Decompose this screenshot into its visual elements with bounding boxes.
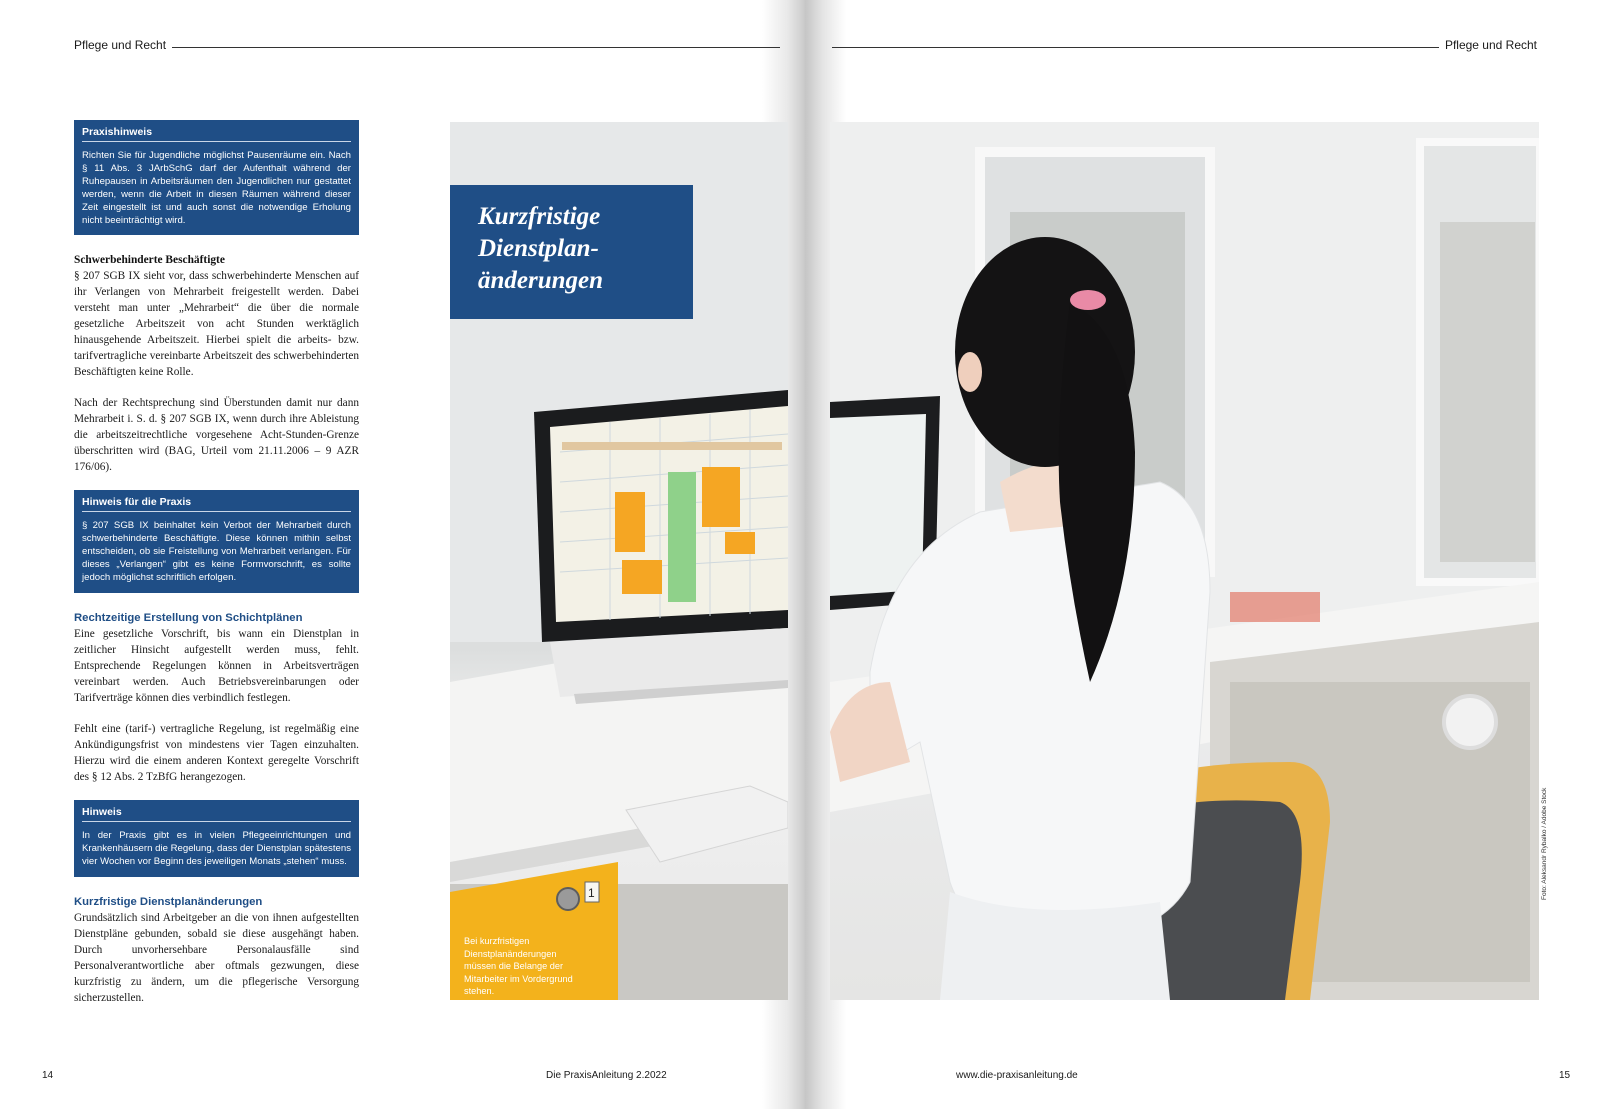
infobox-text: Richten Sie für Jugendliche möglichst Pausenräume ein. Nach § 11 Abs. 3 JArbSchG darf der Aufenthalt während der Ruhepausen in Arbeitsräumen den Jugendlichen nur gestattet werden, wenn die Arbeit in diesen Räumen während dieser Zeit eingestellt ist und auch sonst die notwendige Erholung nicht beeinträchtigt wird. (82, 150, 351, 226)
feature-title-box (450, 185, 693, 319)
body-paragraph: Eine gesetzliche Vorschrift, bis wann ein Dienstplan in zeitlicher Hinsicht aufgestellt werden muss, fehlt. Entsprechende Regelungen können in Arbeitsverträgen vereinbart werden. Auch Betriebsvereinbarungen oder Tarifverträge können dies verbindlich festlegen. (74, 627, 359, 704)
schedule-block-orange (622, 560, 662, 594)
schedule-block-green (668, 472, 696, 602)
office-scene-right (830, 122, 1539, 1000)
body-paragraph: Grundsätzlich sind Arbeitgeber an die von ihnen aufgestellten Dienstpläne gebunden, sobald sie diese ausgehängt haben. Durch unvorhersehbare Personalausfälle sind Personalverantwortliche aber oftmals gezwungen, diese kurzfristig zu ändern, um die pflegerische Versorgung sicherzustellen. (74, 911, 359, 1004)
monitor (534, 390, 788, 704)
section-heading-kurzfristig: Kurzfristige Dienstplanänderungen (74, 895, 263, 908)
infobox-title: Hinweis (82, 806, 351, 822)
schedule-block-orange (725, 532, 755, 554)
body-paragraph: § 207 SGB IX sieht vor, dass schwerbehinderte Menschen auf ihr Verlangen von Mehrarbeit freigestellt werden. Dabei versteht man unter „Mehrarbeit“ die über die normale gesetzliche Arbeitszeit von acht Stunden werktäglich hinausgehende Arbeitszeit. Hierbei spielt die arbeits- bzw. tarifvertragliche vereinbarte Arbeitszeit des schwerbehinderten Beschäftigten keine Rolle. (74, 270, 359, 379)
running-head-right (826, 38, 1537, 52)
header-rule-right (832, 47, 1439, 48)
infobox-hinweis (74, 800, 359, 877)
hair-tie (1070, 290, 1106, 310)
body-paragraph: Nach der Rechtsprechung sind Überstunden damit nur dann Mehrarbeit i. S. d. § 207 SGB IX, wenn durch ihre Ableistung die arbeitszeitrechtliche vorgesehene Acht-Stunden-Grenze überschritten wird (BAG, Urteil vom 21.11.2006 – 9 AZR 176/06). (74, 397, 359, 474)
photo-caption-text: Bei kurzfristigen Dienstplanänderungen müssen die Belange der Mitarbeiter im Vordergrund stehen. (464, 936, 573, 996)
left-text-column (74, 120, 359, 1021)
gear-ornament-icon (1444, 696, 1496, 748)
section-label-right: Pflege und Recht (1444, 38, 1537, 52)
running-head-left (74, 38, 786, 52)
locker-number: 1 (588, 886, 595, 900)
photo-credit: Foto: Aleksandr Rybalko / Adobe Stock (1541, 787, 1548, 900)
photo-right-half (830, 122, 1539, 1000)
magazine-url: www.die-praxisanleitung.de (956, 1070, 1078, 1081)
feature-title-line: Kurzfristige (478, 203, 601, 230)
photo-caption (450, 935, 590, 1000)
feature-title-line: Dienstplan- (478, 235, 599, 262)
infobox-text: In der Praxis gibt es in vielen Pflegeeinrichtungen und Krankenhäusern die Regelung, dass der Dienstplan spätestens vier Wochen vor Beginn des jeweiligen Monats „stehen“ muss. (82, 829, 351, 867)
body-paragraph: Fehlt eine (tarif-) vertragliche Regelung, ist regelmäßig eine Ankündigungsfrist von mindestens vier Tagen einzuhalten. Hierzu wird die einem anderen Kontext geregelte Vorschrift des § 12 Abs. 2 TzBfG herangezogen. (74, 722, 359, 783)
schedule-block-orange (702, 467, 740, 527)
page-number-right: 15 (1559, 1070, 1571, 1081)
header-rule-left (172, 47, 780, 48)
lock-icon (557, 888, 579, 910)
schedule-block-orange (615, 492, 645, 552)
infobox-hinweis-praxis (74, 490, 359, 593)
infobox-title: Praxishinweis (82, 126, 351, 142)
section-label-left: Pflege und Recht (74, 38, 167, 52)
infobox-text: § 207 SGB IX beinhaltet kein Verbot der Mehrarbeit durch schwerbehinderte Beschäftigte. Diese können mithin selbst entscheiden, ob sie Freistellung von Mehrarbeit verlangen. Für dieses „Verlangen“ gibt es keine Formvorschrift, es sollte jedoch möglichst schriftlich erfolgen. (82, 520, 351, 584)
section-heading-schwerbehinderte: Schwerbehinderte Beschäftigte (74, 254, 225, 267)
section-heading-schichtplaene: Rechtzeitige Erstellung von Schichtplänen (74, 611, 303, 624)
magazine-issue: Die PraxisAnleitung 2.2022 (546, 1070, 667, 1081)
page-number-left: 14 (42, 1070, 54, 1081)
infobox-praxishinweis (74, 120, 359, 235)
feature-title-line: änderungen (478, 267, 604, 294)
infobox-title: Hinweis für die Praxis (82, 496, 351, 512)
